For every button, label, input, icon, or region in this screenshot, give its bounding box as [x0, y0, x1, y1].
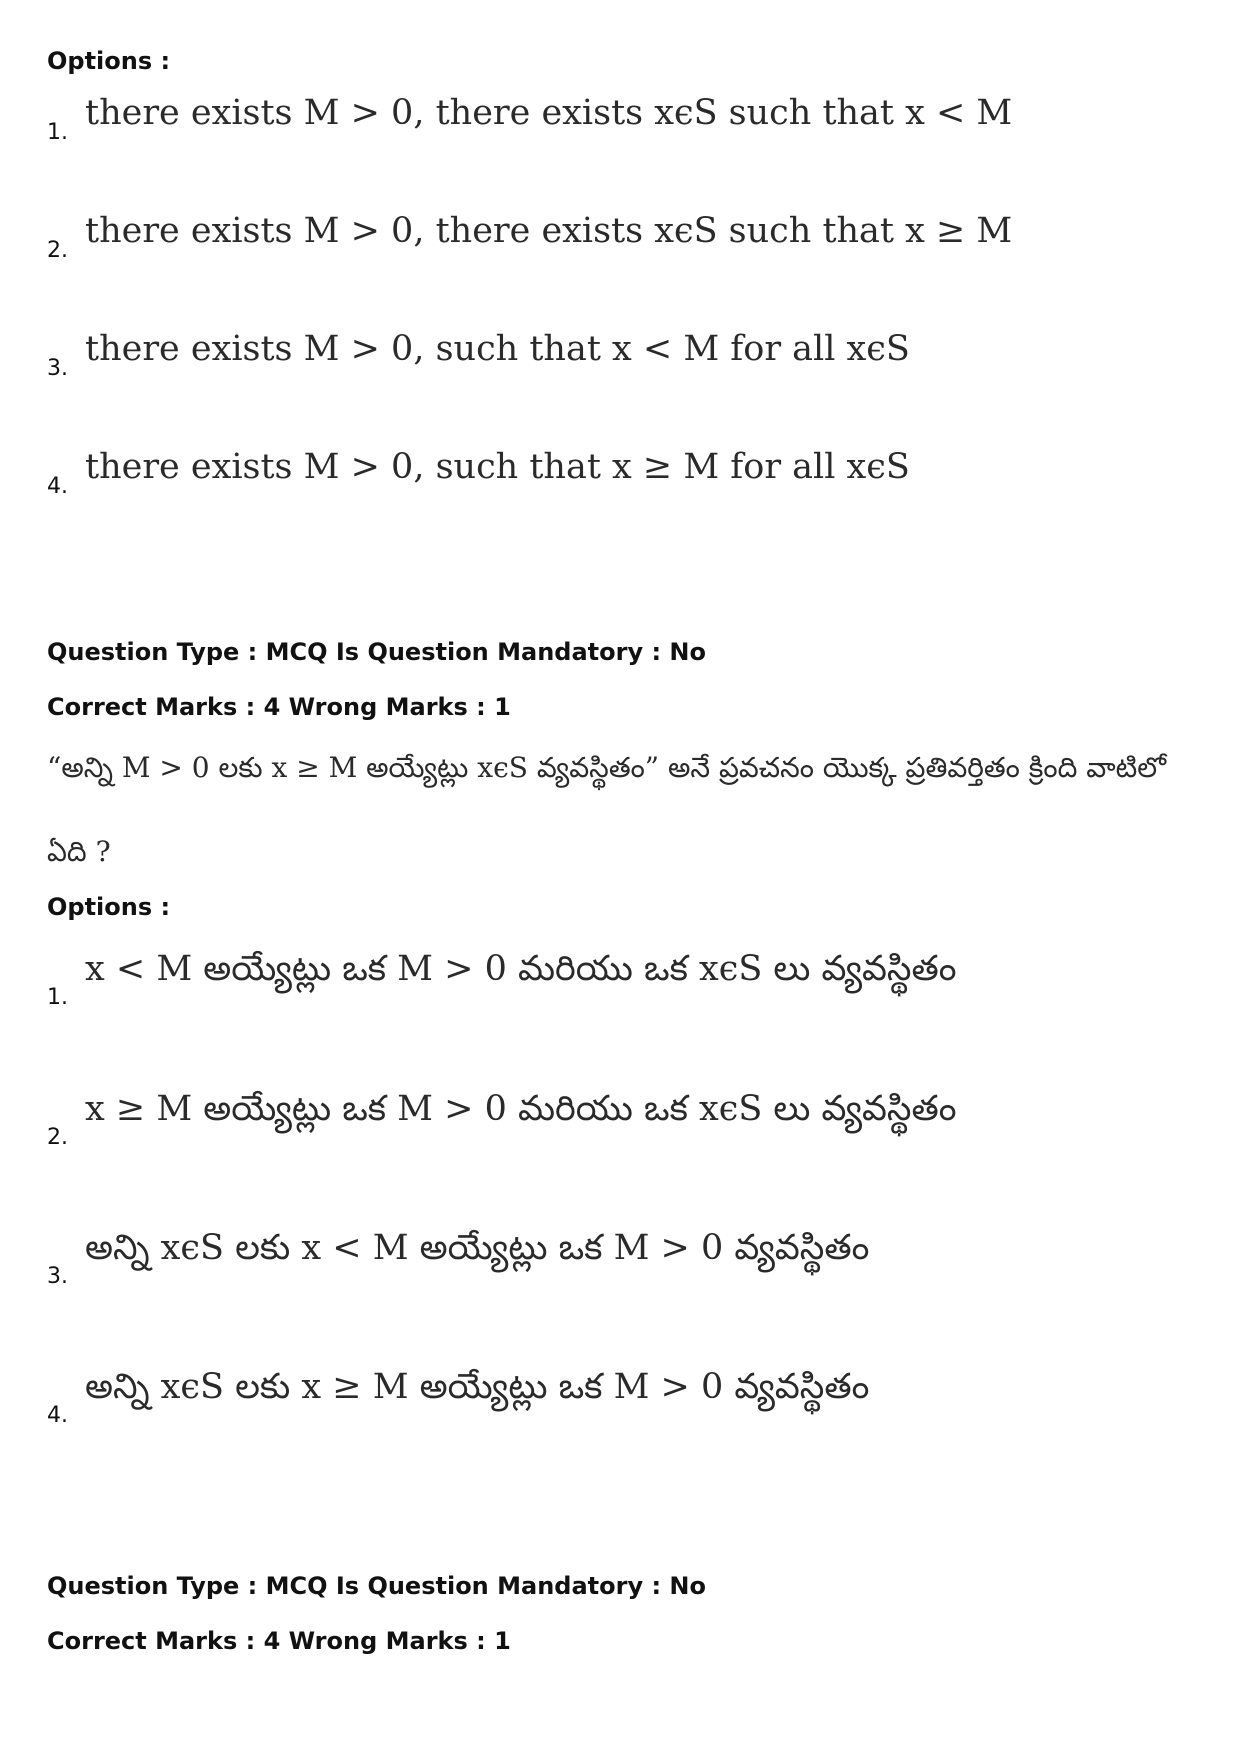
question-text-line-2: ఏది ? — [47, 835, 111, 868]
option-number: 2. — [47, 238, 68, 263]
option-number: 4. — [47, 1403, 68, 1428]
option-number: 2. — [47, 1125, 68, 1150]
option-text: there exists M > 0, there exists xϵS such that x < M — [85, 93, 1013, 133]
option-text: అన్ని xϵS లకు x ≥ M అయ్యేట్లు ఒక M > 0 వ్యవస్థితం — [85, 1367, 870, 1407]
question-text-line-1: “అన్ని M > 0 లకు x ≥ M అయ్యేట్లు xϵS వ్యవస్థితం” అనే ప్రవచనం యొక్క ప్రతివర్తితం క్రింది వాటిలో — [47, 751, 1167, 784]
option-text: there exists M > 0, such that x < M for all xϵS — [85, 329, 910, 369]
marks-line: Correct Marks : 4 Wrong Marks : 1 — [47, 693, 511, 721]
options-heading: Options : — [47, 47, 171, 75]
option-text: x ≥ M అయ్యేట్లు ఒక M > 0 మరియు ఒక xϵS లు వ్యవస్థితం — [85, 1089, 957, 1129]
option-text: x < M అయ్యేట్లు ఒక M > 0 మరియు ఒక xϵS లు వ్యవస్థితం — [85, 949, 957, 989]
question-type-line: Question Type : MCQ Is Question Mandatory : No — [47, 638, 706, 666]
question-type-line: Question Type : MCQ Is Question Mandatory : No — [47, 1572, 706, 1600]
option-text: there exists M > 0, such that x ≥ M for all xϵS — [85, 447, 910, 487]
options-heading: Options : — [47, 893, 171, 921]
option-number: 1. — [47, 985, 68, 1010]
option-number: 3. — [47, 1264, 68, 1289]
marks-line: Correct Marks : 4 Wrong Marks : 1 — [47, 1627, 511, 1655]
option-number: 3. — [47, 356, 68, 381]
option-number: 1. — [47, 120, 68, 145]
option-text: there exists M > 0, there exists xϵS such that x ≥ M — [85, 211, 1013, 251]
option-number: 4. — [47, 474, 68, 499]
option-text: అన్ని xϵS లకు x < M అయ్యేట్లు ఒక M > 0 వ్యవస్థితం — [85, 1228, 870, 1268]
